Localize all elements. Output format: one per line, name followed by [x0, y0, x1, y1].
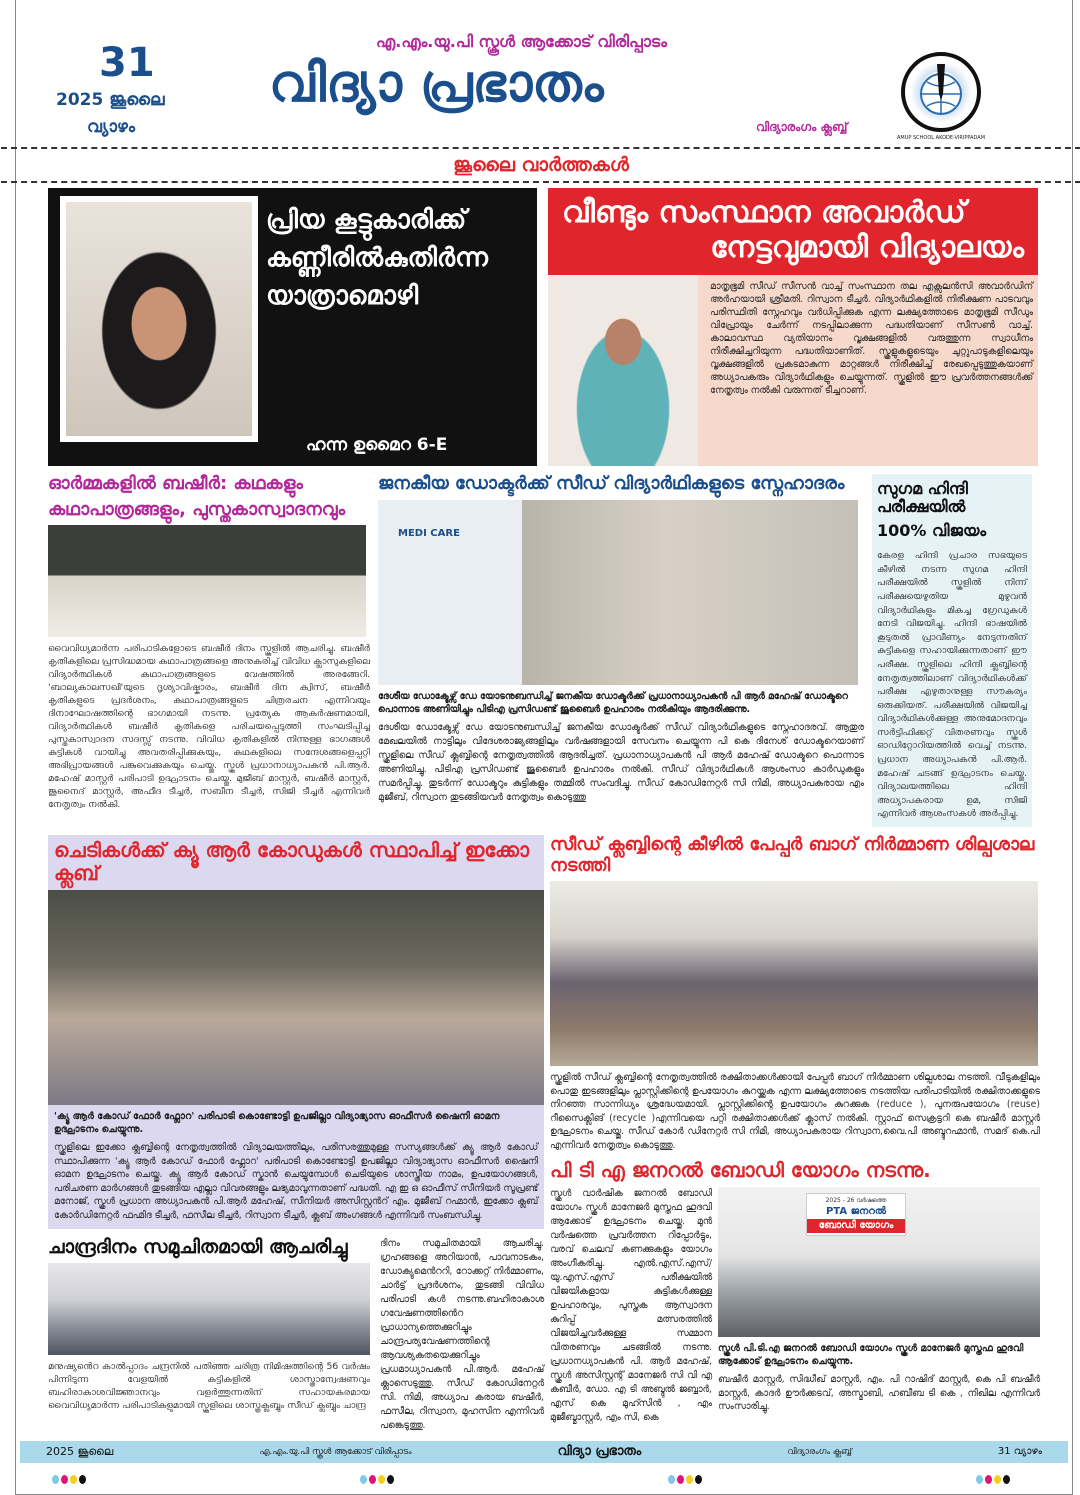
paperbag-headline: സീഡ് ക്ലബ്ബിന്റെ കീഴിൽ പേപ്പർ ബാഗ് നിർമ്മാണ ശില്പശാല നടത്തി: [550, 834, 1035, 876]
footer-date: 2025 ജൂലൈ: [46, 1444, 114, 1458]
award-body: മാതൃഭൂമി സീഡ് സീസൻ വാച്ച് സംസ്ഥാന തല എക്സലൻസി അവാർഡിന് അർഹയായി ശ്രീമതി. റിസ്വാന ടീച്ചർ. വിദ്യാർഥികളിൽ നിരീക്ഷണ പാടവവും പരിസ്ഥിതി സ്നേഹവും വർധിപ്പിക്കുക എന്ന ലക്ഷ്യത്തോടെ മാതൃഭൂമി സീഡും വിപ്രോയും ചേർന്ന് നടപ്പിലാക്കുന്ന പദ്ധതിയാണ് സീസൺ വാച്ച്. കാലാവസ്ഥ വ്യതിയാനം വൃക്ഷങ്ങളിൽ വരുത്തുന്ന സ്വാധീനം നിരീക്ഷിച്ചറിയുന്ന പദ്ധതിയാണിത്. സ്കൂളുകളുടെയും ചുറ്റുപാടുകളിലെയും വൃക്ഷങ്ങളിൽ പ്രകടമാകുന്ന മാറ്റങ്ങൾ നിരീക്ഷിച്ച് രേഖപ്പെടുത്തുകയാണ് അധ്യാപകരും വിദ്യാർഥികളും ചെയ്യുന്നത്. സ്കൂളിൽ ഈ പ്രവർത്തനങ്ങൾക്ക് നേതൃത്വം നൽകി വരുന്നത് ടീച്ചറാണ്.: [710, 281, 1033, 396]
school-logo: [901, 52, 981, 132]
club-name: വിദ്യാരംഗം ക്ലബ്ബ്: [756, 120, 848, 134]
photo-sign: MEDI CARE: [398, 527, 460, 539]
divider: [1, 147, 1080, 149]
school-name: എ.എം.യു.പി സ്കൂൾ ആക്കോട് വിരിപ്പാടം: [376, 32, 667, 51]
farewell-headline-1: പ്രിയ കൂട്ടുകാരിക്ക്: [266, 205, 467, 235]
pta-meeting-photo: [718, 1187, 1040, 1337]
award-headline-1: വീണ്ടും സംസ്ഥാന അവാർഡ്: [562, 195, 966, 230]
basheer-body: വൈവിധ്യമാർന്ന പരിപാടികളോടെ ബഷീർ ദിനം സ്കൂളിൽ ആചരിച്ചു. ബഷീർ കൃതികളിലെ പ്രസിദ്ധമായ കഥാപാത്രങ്ങളെ അനുകരിച്ച് വിവിധ ക്ലാസുകളിലെ വിദ്യാർത്ഥികൾ കഥാപാത്രങ്ങളുടെ വേഷത്തിൽ അരങ്ങേറി. 'ബാല്യകാലസഖി'യുടെ ദൃശ്യാവിഷ്കാരം, ബഷീർ ദിന ക്വിസ്, ബഷീർ കൃതികളുടെ പ്രദർശനം, കഥാപാത്രങ്ങളുടെ ചിത്രരചന എന്നിവയും ദിനാഘോഷത്തിന്റെ ഭാഗമായി നടന്നു. പ്രത്യേക ആകർഷണമായി, വിദ്യാർത്ഥികൾ ബഷീർ കൃതികളെ പരിചയപ്പെടുത്തി സംഘടിപ്പിച്ച പുസ്തകാസ്വാദന സദസ്സ് നടന്നു. വിവിധ കൃതികളിൽ നിന്നുള്ള ഭാഗങ്ങൾ കുട്ടികൾ വായിച്ചു അവതരിപ്പിക്കുകയും, കഥകളിലെ സന്ദേശങ്ങളെപ്പറ്റി അഭിപ്രായങ്ങൾ പങ്കുവെക്കുകയും ചെയ്തു. സ്കൂൾ പ്രധാനാധ്യാപകൻ പി.ആർ. മഹേഷ് മാസ്റ്റർ പരിപാടി ഉദ്ഘാടനം ചെയ്തു. മുജീബ് മാസ്റ്റർ, ബഷീർ മാസ്റ്റർ, ജുനൈദ് മാസ്റ്റർ, അഫീദ ടീച്ചർ, സബീന ടീച്ചർ, സിജി ടീച്ചർ എന്നിവർ നേതൃത്വം നൽകി.: [48, 643, 370, 811]
section-title: ജൂലൈ വാർത്തകൾ: [453, 154, 629, 176]
paperbag-workshop-photo: [550, 881, 1038, 1066]
award-header: [548, 188, 1038, 275]
masthead: [16, 0, 1072, 188]
doctor-caption: ദേശീയ ഡോക്ടേഴ്സ് ഡേ യോടനുബന്ധിച്ച് ജനകീയ ഡോക്ടർക്ക് പ്രധാനാധ്യാപകൻ പി ആർ മഹേഷ് ഡോക്ടറെ പൊന്നാട അണിയിച്ചും പിടിഎ പ്രസിഡണ്ട് ജുബൈർ ഉപഹാരം നൽകിയും ആദരിക്കുന്നു.: [378, 690, 848, 715]
footer-school: എ.എം.യു.പി സ്കൂൾ ആക്കോട് വിരിപ്പാടം: [259, 1446, 412, 1457]
pta-body: സ്കൂൾ വാർഷിക ജനറൽ ബോഡി യോഗം സ്കൂൾ മാനേജർ മുസ്തഫ ഹുദവി ആക്കോട് ഉദ്ഘാടനം ചെയ്തു. മുൻ വർഷത്തെ പ്രവർത്തന റിപ്പോർട്ടും, വരവ് ചെലവ് കണക്കുകളും യോഗം അംഗീകരിച്ചു. എൽ.എസ്.എസ്/യു.എസ്.എസ് പരീക്ഷയിൽ വിജയികളായ കുട്ടികൾക്കുള്ള ഉപഹാരവും, പുസ്തക ആസ്വാദന കുറിപ്പ് മത്സരത്തിൽ വിജയിച്ചവർക്കുള്ള സമ്മാന വിതരണവും ചടങ്ങിൽ നടന്നു. പ്രധാനധ്യാപകൻ പി. ആർ മഹേഷ്, സ്കൂൾ അസിസ്റ്റന്റ് മാനേജർ സി വി എ കബീർ, ഡോ. എ ടി അബ്ദുൽ ജബ്ബാർ, എസ് കെ മുഹ്സിൻ , എം മുജീബ്മാസ്റ്റർ, എം സി, കെ: [550, 1188, 712, 1424]
hindi-headline-1: സുഗമ ഹിന്ദി പരീക്ഷയിൽ: [877, 479, 968, 517]
farewell-article: [48, 188, 537, 466]
doctor-headline: ജനകീയ ഡോക്ടർക്ക് സീഡ് വിദ്യാർഥികളുടെ സ്നേഹാദരം: [378, 473, 845, 494]
issue-date: 2025 ജൂലൈ: [56, 90, 165, 110]
moon-day-photo: [48, 1263, 370, 1355]
student-photo: [60, 196, 258, 442]
eco-body: സ്കൂളിലെ ഇക്കോ ക്ലബ്ബിന്റെ നേതൃത്വത്തിൽ വിദ്യാലയത്തിലും, പരിസരത്തുമുള്ള സസ്യങ്ങൾക്ക് ക്യൂ ആർ കോഡ് സ്ഥാപിക്കുന്ന 'ക്യൂ ആർ കോഡ് ഫോർ ഫ്ലോറ' പരിപാടി കൊണ്ടോട്ടി ഉപജില്ലാ വിദ്യാഭ്യാസ ഓഫീസർ ഷൈനി ഓമന ഉദ്ഘാടനം ചെയ്തു. ക്യൂ ആർ കോഡ് സ്കാൻ ചെയ്യുമ്പോൾ ചെടിയുടെ ശാസ്ത്രീയ നാമം, ഉപയോഗങ്ങൾ, പരിചരണ മാർഗങ്ങൾ തുടങ്ങിയ എല്ലാ വിവരങ്ങളും ലഭ്യമാവുന്നതാണ് പദ്ധതി. എ ഇ ഒ ഓഫീസ് സീനിയർ സൂപ്രണ്ട് മനോജ്, സ്കൂൾ പ്രധാന അധ്യാപകൻ പി.ആർ മഹേഷ്, സീനിയർ അസിസ്റ്റൻറ് എം. മുജീബ് റഹ്മാൻ, ഇക്കോ ക്ലബ് കോർഡിനേറ്റർ ഫഹ്മിദ ടീച്ചർ, ഫസീല ടീച്ചർ, റിസ്വാന ടീച്ചർ, ക്ലബ് അംഗങ്ങൾ എന്നിവർ സംബന്ധിച്ചു.: [54, 1142, 538, 1222]
issue-number: 31: [99, 40, 155, 86]
paperbag-body: സ്കൂളിൽ സീഡ് ക്ലബ്ബിന്റെ നേതൃത്വത്തിൽ രക്ഷിതാക്കൾക്കായി പേപ്പർ ബാഗ് നിർമ്മാണ ശില്പശാല നടത്തി. വീടുകളിലും പൊതു ഇടങ്ങളിലും പ്ലാസ്റ്റിക്കിന്റെ ഉപയോഗം കുറയ്ക്കുക എന്ന ലക്ഷ്യത്തോടെ നടത്തിയ പരിപാടിയിൽ രക്ഷിതാക്കളുടെ നിറഞ്ഞ സാന്നിധ്യം ശ്രദ്ധേയമായി. പ്ലാസ്റ്റിക്കിന്റെ ഉപയോഗം കുറക്കുക (reduce ), പുനരുപയോഗം (reuse) റീസൈക്ലിങ് (recycle )എന്നിവയെ പറ്റി രക്ഷിതാക്കൾക്ക് ക്ലാസ് നൽകി. സ്റ്റാഫ് സെക്രട്ടറി കെ ബഷീർ മാസ്റ്റർ ഉദ്ഘാടനം ചെയ്തു. സീഡ് കോർ ഡിനേറ്റർ സി നിമി, അധ്യാപകരായ റിസ്വാന,വൈ.പി അബ്ദുറഹ്മാൻ, സമദ് കെ.പി എന്നിവർ നേതൃത്വം കൊടുത്തു.: [550, 1072, 1040, 1151]
moon-headline: ചാന്ദ്രദിനം സമുചിതമായി ആചരിച്ചു: [48, 1235, 348, 1258]
footer-club: വിദ്യാരംഗം ക്ലബ്ബ്: [787, 1446, 852, 1457]
footer-band: [20, 1441, 1068, 1463]
pta-headline: പി ടി എ ജനറൽ ബോഡി യോഗം നടന്നു.: [550, 1158, 931, 1183]
newspaper-title: വിദ്യാ പ്രഭാതം: [269, 53, 604, 114]
student-name: ഹന്ന ഉമൈറ 6-E: [306, 435, 448, 456]
moon-body: മനുഷ്യൻെറ കാൽപ്പാദം ചന്ദ്രനിൽ പതിഞ്ഞ ചരിത്ര നിമിഷത്തിന്റെ 56 വർഷം പിന്നിടുന്ന വേളയിൽ കുട്ടികളിൽ ശാസ്ത്രാന്വേഷണവും ബഹിരാകാശവിജ്ഞാനവും വളർത്തുന്നതിന് സഹായകരമായ വൈവിധ്യമാർന്ന പരിപാടികളുമായി സ്കൂളിലെ ശാസ്ത്രക്ലബ്ബും സീഡ് ക്ലബ്ബും ചാന്ദ്ര: [48, 1361, 370, 1412]
pta-banner-line-2: PTA ജനറൽ: [825, 1206, 887, 1218]
pta-banner: [806, 1193, 906, 1236]
eco-club-photo: [48, 890, 544, 1105]
basheer-headline-2: കഥാപാത്രങ്ങളും, പുസ്തകാസ്വാദനവും: [48, 498, 346, 520]
basheer-headline-1: ഓർമ്മകളിൽ ബഷീർ: കഥകളും: [48, 473, 303, 494]
page-frame: [15, 0, 1073, 1495]
hindi-headline-2: 100% വിജയം: [877, 520, 987, 540]
award-headline-2: നേട്ടവുമായി വിദ്യാലയം: [710, 229, 1024, 265]
footer-issue: 31 വ്യാഴം: [997, 1446, 1042, 1458]
divider: [1, 181, 1080, 183]
footer-title: വിദ്യാ പ്രഭാതം: [557, 1444, 642, 1460]
issue-day: വ്യാഴം: [87, 117, 135, 137]
award-article: [548, 188, 1038, 466]
basheer-day-photo: [48, 525, 366, 637]
pta-body-continued: ബഷീർ മാസ്റ്റർ, സിദ്ധീഖ് മാസ്റ്റർ, എം. പി റാഷിദ് മാസ്റ്റർ, കെ പി ബഷീർ മാസ്റ്റർ, കാദർ ഊർക്കടവ്, അസ്മാബി, ഹബീബ ടി കെ , നിഖില എന്നിവർ സംസാരിച്ചു.: [718, 1374, 1040, 1413]
pta-banner-line-1: 2025 - 26 വർഷത്തെ: [825, 1197, 887, 1205]
farewell-headline-3: യാത്രാമൊഴി: [266, 280, 419, 311]
eco-caption: 'ക്യൂ ആർ കോഡ് ഫോർ ഫ്ലോറ' പരിപാടി കൊണ്ടോട്ടി ഉപജില്ലാ വിദ്യാഭ്യാസ ഓഫീസർ ഷൈനി ഓമന ഉദ്ഘാടനം ചെയ്യുന്നു.: [54, 1111, 500, 1136]
pta-banner-line-3: ബോഡി യോഗം: [807, 1219, 905, 1233]
pen-globe-icon: [905, 56, 977, 128]
teacher-photo: [548, 275, 698, 466]
moon-body-continued: ദിനം സമുചിതമായി ആചരിച്ചു. ഗ്രഹങ്ങളെ അറിയാൻ, പാവനാടകം, ഡോക്യുമെൻററി, റോക്കറ്റ് നിർമ്മാണം, ചാർട്ട് പ്രദർശനം, തുടങ്ങി വിവിധ പരിപാടി കൾ നടന്നു.ബഹിരാകാശ ഗവേഷണത്തിൻെറ പ്രാധാന്യത്തെക്കുറിച്ചും ചാന്ദ്രപര്യവേഷണത്തിന്റെ ആവശ്യകതയെക്കുറിച്ചും പ്രധമാധ്യാപകൻ പി.ആർ. മഹേഷ് ക്ലാസെടുത്തു. സീഡ് കോഡിനേറ്റർ സി. നിമി, അധ്യാപ കരായ ബഷീർ, ഫസീല, റിസ്വാന, മുഹസിന എന്നിവർ പങ്കെടുത്തു.: [380, 1237, 544, 1431]
hindi-article: [872, 474, 1032, 827]
eco-headline: ചെടികൾക്ക് ക്യൂ ആർ കോഡുകൾ സ്ഥാപിച്ച് ഇക്കോ ക്ലബ്: [54, 838, 530, 886]
hindi-body: കേരള ഹിന്ദി പ്രചാര സഭയുടെ കീഴിൽ നടന്ന സുഗമ ഹിന്ദി പരീക്ഷയിൽ സ്കൂളിൽ നിന്ന് പരീക്ഷയെഴുതിയ മുഴുവൻ വിദ്യാർഥികളും മികച്ച ഗ്രേഡുകൾ നേടി വിജയിച്ചു. ഹിന്ദി ഭാഷയിൽ കൂടുതൽ പ്രാവീണ്യം നേടുന്നതിന് കുട്ടികളെ സഹായിക്കുന്നതാണ് ഈ പരീക്ഷ. സ്കൂളിലെ ഹിന്ദി ക്ലബ്ബിന്റെ നേതൃത്വത്തിലാണ് വിദ്യാർഥികൾക്ക് പരീക്ഷ എഴുതാനുള്ള സൗകര്യം ഒരുക്കിയത്. പരീക്ഷയിൽ വിജയിച്ച വിദ്യാർഥികൾക്കുള്ള അനുമോദനവും സർട്ടിഫിക്കറ്റ് വിതരണവും സ്കൂൾ ഓഡിറ്റോറിയത്തിൽ വെച്ച് നടന്നു. പ്രധാന അധ്യാപകൻ പി.ആർ. മഹേഷ് ചടങ്ങ് ഉദ്ഘാടനം ചെയ്തു. വിദ്യാലയത്തിലെ ഹിന്ദി അധ്യാപകരായ ഉമ, സിജി എന്നിവർ ആശംസകൾ അർപ്പിച്ചു.: [877, 550, 1027, 820]
farewell-headline-2: കണ്ണീരിൽകുതിർന്ന: [266, 242, 488, 273]
logo-text: AMUP SCHOOL AKODE-VIRIPPADAM: [896, 135, 986, 141]
pta-caption: സ്കൂൾ പി.ടി.എ ജനറൽ ബോഡി യോഗം സ്കൂൾ മാനേജർ മുസ്തഫ ഹുദവി ആക്കോട് ഉദ്ഘാടനം ചെയ്യുന്നു.: [718, 1343, 1024, 1368]
eco-article: [48, 835, 544, 1229]
doctor-honour-photo: [378, 500, 858, 685]
doctor-body: ദേശീയ ഡോക്ടേഴ്സ് ഡേ യോടനുബന്ധിച്ച് ജനകീയ ഡോക്ടർക്ക് സീഡ് വിദ്യാർഥികളുടെ സ്നേഹാദരവ്. ആതുര മേഖലയിൽ നാട്ടിലും വിദേശരാജ്യങ്ങളിലും വർഷങ്ങളായി സേവനം ചെയ്യുന്ന പി കെ ദിനേശ് ഡോക്ടറെയാണ് സ്കൂളിലെ സീഡ് ക്ലബ്ബിന്റെ നേതൃത്വത്തിൽ ആദരിച്ചത്. പ്രധാനാധ്യാപകൻ പി ആർ മഹേഷ് ഡോക്ടറെ പൊന്നാട അണിയിച്ചു. പിടിഎ പ്രസിഡണ്ട് ജുബൈർ ഉപഹാരം നൽകി. സീഡ് വിദ്യാർഥികൾ ആശംസാ കാർഡുകളും സമർപ്പിച്ചു. തുടർന്ന് ഡോക്ടറും കുട്ടികളും തമ്മിൽ സംവദിച്ചു. സീഡ് കോഡിനേറ്റർ സി നിമി, അധ്യാപകരായ എം മുജീബ്, റിസ്വാന തുടങ്ങിയവർ നേതൃത്വം കൊടുത്തു: [378, 721, 864, 803]
